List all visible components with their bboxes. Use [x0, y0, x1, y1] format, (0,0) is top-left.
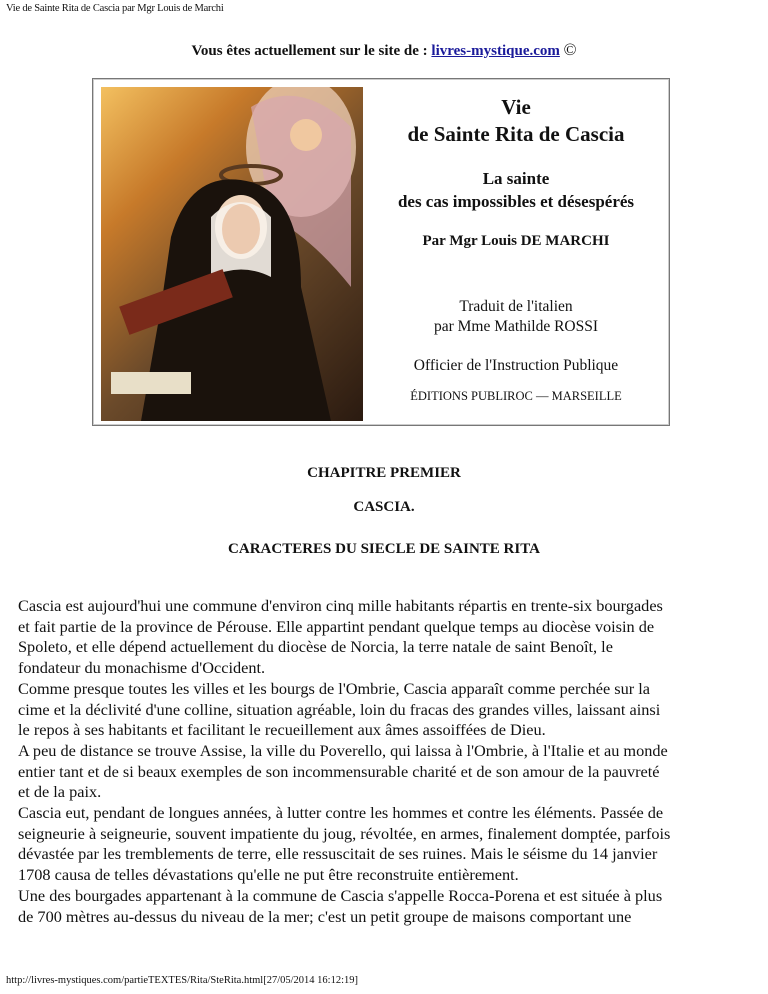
- translated-line-1: Traduit de l'italien: [459, 298, 573, 315]
- body-line: Cascia eut, pendant de longues années, à lutter contre les hommes et contre les éléments. Passée de: [18, 803, 664, 823]
- copyright-symbol: ©: [563, 40, 577, 59]
- book-title: [363, 94, 669, 148]
- body-line: Spoleto, et elle dépend actuellement du diocèse de Norcia, la terre natale de saint Benoît, le: [18, 637, 613, 657]
- body-line: et de la paix.: [18, 782, 102, 802]
- saint-rita-painting: [101, 87, 363, 421]
- site-link[interactable]: livres-mystique.com: [431, 43, 560, 59]
- page-header-title: Vie de Sainte Rita de Cascia par Mgr Louis de Marchi: [6, 3, 224, 14]
- body-line: fondateur du monachisme d'Occident.: [18, 658, 266, 678]
- site-notice: [0, 40, 768, 60]
- subtitle-line-2: des cas impossibles et désespérés: [397, 192, 635, 211]
- publisher: ÉDITIONS PUBLIROC — MARSEILLE: [410, 389, 622, 403]
- body-line: et fait partie de la province de Pérouse. Elle appartint pendant quelque temps au diocèse voisin de: [18, 616, 655, 636]
- title-line-1: Vie: [501, 95, 531, 119]
- body-line: le repos à ses habitants et facilitant le recueillement aux âmes assoiffées de Dieu.: [18, 720, 546, 740]
- body-text: [18, 596, 670, 927]
- officer-title: Officier de l'Instruction Publique: [413, 357, 619, 374]
- chapter-number: CHAPITRE PREMIER: [307, 465, 461, 481]
- body-line: Cascia est aujourd'hui une commune d'environ cinq mille habitants répartis en trente-six bourgades: [18, 596, 663, 615]
- chapter-title: CASCIA.: [353, 499, 415, 515]
- body-line: entier tant et de si beaux exemples de son incommensurable charité et de son amour de la pauvreté: [18, 761, 660, 781]
- subtitle-line-1: La sainte: [482, 169, 550, 188]
- title-line-2: de Sainte Rita de Cascia: [407, 122, 625, 146]
- chapter-subtitle: CARACTERES DU SIECLE DE SAINTE RITA: [228, 541, 540, 557]
- body-line: seigneurie à seigneurie, souvent impatiente du joug, révoltée, en armes, finalement domptée, parfois: [18, 823, 671, 843]
- body-line: Une des bourgades appartenant à la commune de Cascia s'appelle Rocca-Porena et est située à plus: [18, 885, 663, 905]
- site-notice-text: Vous êtes actuellement sur le site de :: [191, 43, 432, 59]
- book-subtitle: [363, 167, 669, 213]
- translated-line-2: par Mme Mathilde ROSSI: [433, 318, 599, 335]
- author: Par Mgr Louis DE MARCHI: [422, 233, 610, 249]
- body-line: A peu de distance se trouve Assise, la ville du Poverello, qui laissa à l'Ombrie, à l'Italie et au monde: [18, 740, 668, 760]
- cover-box: [92, 78, 670, 426]
- footer-url: http://livres-mystiques.com/partieTEXTES/Rita/SteRita.html[27/05/2014 16:12:19]: [6, 975, 359, 986]
- translator: [363, 297, 669, 337]
- body-line: cime et la déclivité d'une colline, situation agréable, loin du fracas des grandes villes, laissant ainsi: [18, 699, 661, 719]
- body-line: de 700 mètres au-dessus du niveau de la mer; c'est un petit groupe de maisons comportant une: [18, 906, 632, 926]
- body-line: Comme presque toutes les villes et les bourgs de l'Ombrie, Cascia apparaît comme perchée sur la: [18, 678, 650, 698]
- body-line: 1708 causa de telles dévastations qu'elle ne put être reconstruite entièrement.: [18, 865, 519, 885]
- painting-illustration: [101, 87, 363, 421]
- body-line: dévastée par les tremblements de terre, elle ressuscitait de ses ruines. Mais le séisme du 14 janvier: [18, 844, 658, 864]
